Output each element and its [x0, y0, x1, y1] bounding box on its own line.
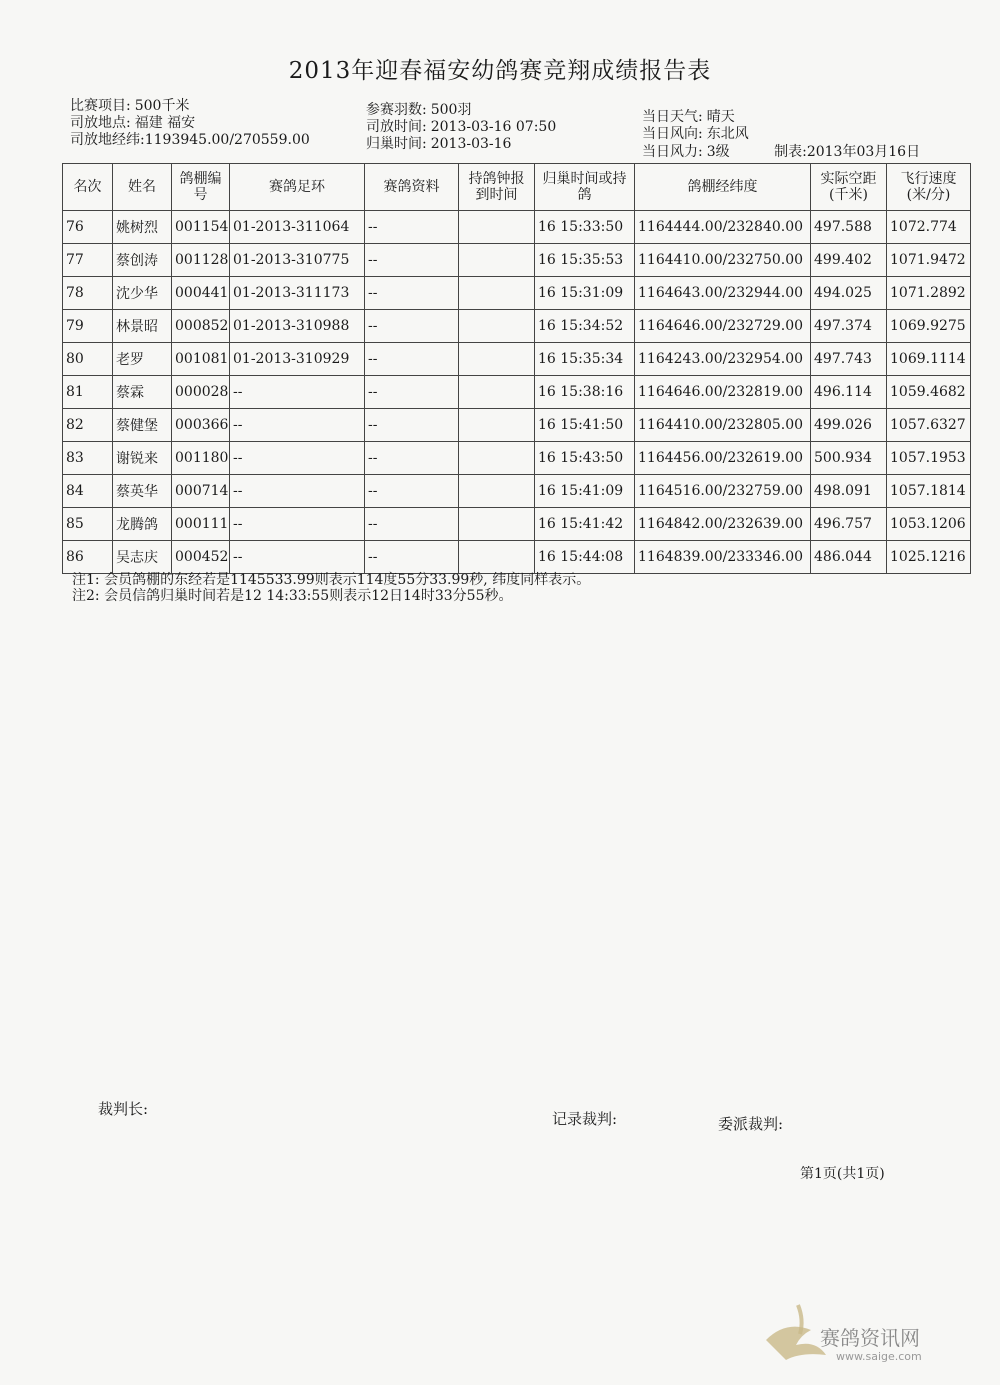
loft-cell: 000714	[172, 475, 230, 508]
arrival-cell: 16 15:41:50	[535, 409, 635, 442]
loft-cell: 000441	[172, 277, 230, 310]
ring-cell: --	[230, 409, 365, 442]
table-row	[63, 277, 971, 310]
speed-cell: 1069.9275	[887, 310, 971, 343]
name-cell: 蔡健堡	[113, 409, 172, 442]
release-coord-meta	[70, 133, 310, 147]
release-place-value: 福建 福安	[134, 115, 196, 131]
info-cell: --	[365, 211, 459, 244]
entries-value: 500羽	[430, 102, 472, 118]
speed-cell: 1059.4682	[887, 376, 971, 409]
arrival-cell: 16 15:34:52	[535, 310, 635, 343]
weather-label: 当日天气:	[642, 109, 703, 125]
ring-cell: 01-2013-311064	[230, 211, 365, 244]
made-label: 制表:	[774, 144, 807, 160]
made-value: 2013年03月16日	[806, 144, 921, 160]
ring-cell: --	[230, 475, 365, 508]
loft-cell: 000452	[172, 541, 230, 574]
watermark-url: www.saige.com	[836, 1350, 922, 1363]
coord-cell: 1164456.00/232619.00	[635, 442, 811, 475]
clock-cell	[459, 277, 535, 310]
coord-cell: 1164839.00/233346.00	[635, 541, 811, 574]
wind-force-value: 3级	[706, 144, 730, 160]
ring-cell: --	[230, 442, 365, 475]
distance-cell: 496.757	[811, 508, 887, 541]
table-row	[63, 310, 971, 343]
header-distance: 实际空距(千米)	[811, 164, 887, 211]
distance-cell: 499.402	[811, 244, 887, 277]
rank-cell: 81	[63, 376, 113, 409]
info-cell: --	[365, 343, 459, 376]
release-time-value: 2013-03-16 07:50	[430, 119, 557, 135]
distance-cell: 497.588	[811, 211, 887, 244]
info-cell: --	[365, 442, 459, 475]
chief-judge-label: 裁判长:	[98, 1100, 149, 1118]
ring-cell: --	[230, 376, 365, 409]
release-time-label: 司放时间:	[366, 119, 427, 135]
coord-cell: 1164643.00/232944.00	[635, 277, 811, 310]
table-row	[63, 541, 971, 574]
loft-cell: 001128	[172, 244, 230, 277]
table-row	[63, 211, 971, 244]
wind-force-meta	[642, 145, 920, 159]
rank-cell: 85	[63, 508, 113, 541]
arrival-cell: 16 15:43:50	[535, 442, 635, 475]
return-time-label: 归巢时间:	[366, 136, 427, 152]
loft-cell: 000111	[172, 508, 230, 541]
info-cell: --	[365, 409, 459, 442]
distance-cell: 494.025	[811, 277, 887, 310]
clock-cell	[459, 376, 535, 409]
event-value: 500千米	[134, 98, 190, 114]
table-row	[63, 508, 971, 541]
ring-cell: 01-2013-311173	[230, 277, 365, 310]
info-cell: --	[365, 244, 459, 277]
loft-cell: 001081	[172, 343, 230, 376]
speed-cell: 1057.1953	[887, 442, 971, 475]
distance-cell: 497.743	[811, 343, 887, 376]
wind-dir-label: 当日风向:	[642, 126, 703, 142]
ring-cell: --	[230, 508, 365, 541]
table-row	[63, 442, 971, 475]
coord-cell: 1164243.00/232954.00	[635, 343, 811, 376]
speed-cell: 1071.2892	[887, 277, 971, 310]
distance-cell: 499.026	[811, 409, 887, 442]
rank-cell: 77	[63, 244, 113, 277]
weather-meta	[642, 110, 735, 124]
clock-cell	[459, 343, 535, 376]
distance-cell: 497.374	[811, 310, 887, 343]
name-cell: 沈少华	[113, 277, 172, 310]
name-cell: 老罗	[113, 343, 172, 376]
info-cell: --	[365, 277, 459, 310]
release-coord-label: 司放地经纬:	[70, 132, 145, 148]
arrival-cell: 16 15:41:09	[535, 475, 635, 508]
speed-cell: 1057.1814	[887, 475, 971, 508]
clock-cell	[459, 310, 535, 343]
rank-cell: 86	[63, 541, 113, 574]
loft-cell: 001180	[172, 442, 230, 475]
header-name: 姓名	[113, 164, 172, 211]
return-time-value: 2013-03-16	[430, 136, 512, 152]
wind-dir-value: 东北风	[706, 126, 749, 142]
results-table	[62, 163, 971, 574]
ring-cell: --	[230, 541, 365, 574]
name-cell: 龙腾鸽	[113, 508, 172, 541]
rank-cell: 82	[63, 409, 113, 442]
ring-cell: 01-2013-310929	[230, 343, 365, 376]
table-row	[63, 244, 971, 277]
header-clock: 持鸽钟报到时间	[459, 164, 535, 211]
arrival-cell: 16 15:35:53	[535, 244, 635, 277]
distance-cell: 500.934	[811, 442, 887, 475]
header-speed: 飞行速度(米/分)	[887, 164, 971, 211]
name-cell: 谢锐来	[113, 442, 172, 475]
distance-cell: 496.114	[811, 376, 887, 409]
ring-cell: 01-2013-310988	[230, 310, 365, 343]
name-cell: 蔡霖	[113, 376, 172, 409]
rank-cell: 78	[63, 277, 113, 310]
name-cell: 蔡创涛	[113, 244, 172, 277]
coord-cell: 1164646.00/232729.00	[635, 310, 811, 343]
coord-cell: 1164444.00/232840.00	[635, 211, 811, 244]
info-cell: --	[365, 376, 459, 409]
rank-cell: 84	[63, 475, 113, 508]
clock-cell	[459, 211, 535, 244]
wind-dir-meta	[642, 127, 749, 141]
wind-force-label: 当日风力:	[642, 144, 703, 160]
clock-cell	[459, 409, 535, 442]
name-cell: 姚树烈	[113, 211, 172, 244]
arrival-cell: 16 15:31:09	[535, 277, 635, 310]
entries-meta	[366, 103, 471, 117]
arrival-cell: 16 15:38:16	[535, 376, 635, 409]
clock-cell	[459, 442, 535, 475]
header-coord: 鸽棚经纬度	[635, 164, 811, 211]
note-1: 注1: 会员鸽棚的东经若是1145533.99则表示114度55分33.99秒, 纬度同样表示。	[72, 572, 591, 588]
info-cell: --	[365, 508, 459, 541]
loft-cell: 000028	[172, 376, 230, 409]
speed-cell: 1025.1216	[887, 541, 971, 574]
table-row	[63, 409, 971, 442]
arrival-cell: 16 15:33:50	[535, 211, 635, 244]
info-cell: --	[365, 475, 459, 508]
note-2: 注2: 会员信鸽归巢时间若是12 14:33:55则表示12日14时33分55秒。	[72, 588, 513, 604]
coord-cell: 1164646.00/232819.00	[635, 376, 811, 409]
record-judge-label: 记录裁判:	[552, 1110, 618, 1128]
table-row	[63, 343, 971, 376]
table-row	[63, 475, 971, 508]
header-rank: 名次	[63, 164, 113, 211]
footnotes	[72, 572, 590, 604]
clock-cell	[459, 508, 535, 541]
header-info: 赛鸽资料	[365, 164, 459, 211]
event-label: 比赛项目:	[70, 98, 131, 114]
page-number: 第1页(共1页)	[800, 1166, 885, 1182]
loft-cell: 000366	[172, 409, 230, 442]
coord-cell: 1164516.00/232759.00	[635, 475, 811, 508]
name-cell: 吴志庆	[113, 541, 172, 574]
rank-cell: 79	[63, 310, 113, 343]
release-place-label: 司放地点:	[70, 115, 131, 131]
return-time-meta	[366, 137, 511, 151]
name-cell: 蔡英华	[113, 475, 172, 508]
weather-value: 晴天	[706, 109, 735, 125]
table-row	[63, 376, 971, 409]
arrival-cell: 16 15:41:42	[535, 508, 635, 541]
watermark-name: 赛鸽资讯网	[820, 1326, 920, 1350]
table-header-row	[63, 164, 971, 211]
coord-cell: 1164410.00/232750.00	[635, 244, 811, 277]
event-meta	[70, 99, 189, 113]
loft-cell: 001154	[172, 211, 230, 244]
release-place-meta	[70, 116, 195, 130]
rank-cell: 80	[63, 343, 113, 376]
clock-cell	[459, 244, 535, 277]
speed-cell: 1072.774	[887, 211, 971, 244]
distance-cell: 486.044	[811, 541, 887, 574]
info-cell: --	[365, 541, 459, 574]
assigned-judge-label: 委派裁判:	[718, 1115, 784, 1133]
entries-label: 参赛羽数:	[366, 102, 427, 118]
arrival-cell: 16 15:35:34	[535, 343, 635, 376]
ring-cell: 01-2013-310775	[230, 244, 365, 277]
info-cell: --	[365, 310, 459, 343]
speed-cell: 1071.9472	[887, 244, 971, 277]
loft-cell: 000852	[172, 310, 230, 343]
rank-cell: 83	[63, 442, 113, 475]
clock-cell	[459, 541, 535, 574]
rank-cell: 76	[63, 211, 113, 244]
header-loft-no: 鸽棚编号	[172, 164, 230, 211]
speed-cell: 1069.1114	[887, 343, 971, 376]
header-arrival: 归巢时间或持鸽	[535, 164, 635, 211]
speed-cell: 1057.6327	[887, 409, 971, 442]
release-coord-value: 1193945.00/270559.00	[144, 132, 310, 148]
arrival-cell: 16 15:44:08	[535, 541, 635, 574]
release-time-meta	[366, 120, 556, 134]
header-ring: 赛鸽足环	[230, 164, 365, 211]
speed-cell: 1053.1206	[887, 508, 971, 541]
clock-cell	[459, 475, 535, 508]
coord-cell: 1164410.00/232805.00	[635, 409, 811, 442]
coord-cell: 1164842.00/232639.00	[635, 508, 811, 541]
name-cell: 林景昭	[113, 310, 172, 343]
distance-cell: 498.091	[811, 475, 887, 508]
page-title: 2013年迎春福安幼鸽赛竞翔成绩报告表	[288, 58, 712, 84]
